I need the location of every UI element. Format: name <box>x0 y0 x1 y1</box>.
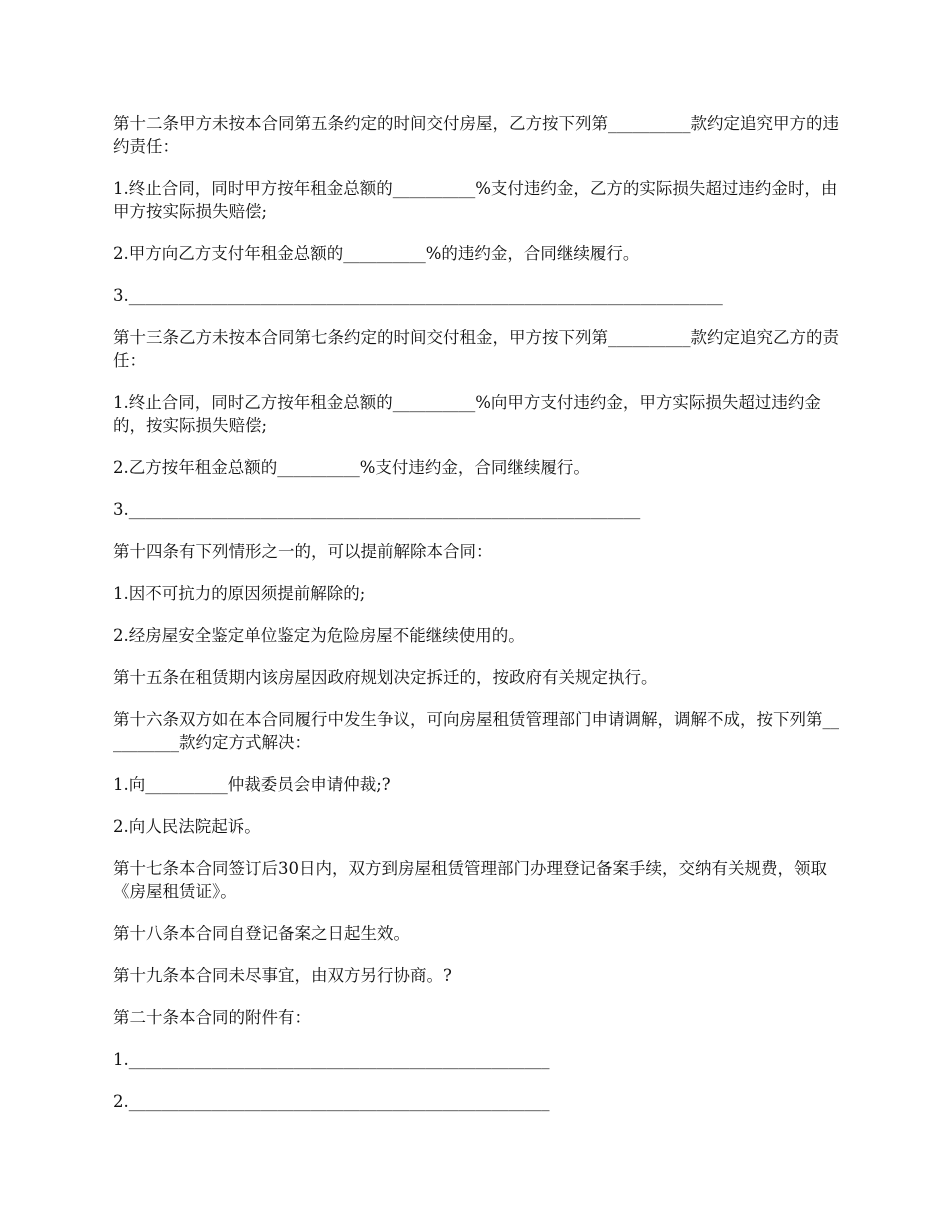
article-12-item-1: 1.终止合同，同时甲方按年租金总额的__________%支付违约金，乙方的实际损失超过违约金时，由甲方按实际损失赔偿; <box>113 179 838 221</box>
article-20-paragraph: 第二十条本合同的附件有： <box>113 1008 311 1027</box>
article-20-attachment-1-blank: 1.___________________________________________________ <box>113 1050 550 1069</box>
article-13-item-2: 2.乙方按年租金总额的__________%支付违约金，合同继续履行。 <box>113 458 590 477</box>
article-12-item-2: 2.甲方向乙方支付年租金总额的__________%的违约金，合同继续履行。 <box>113 244 640 263</box>
article-12-item-3-blank: 3.________________________________________________________________________ <box>113 286 723 305</box>
article-19-paragraph: 第十九条本合同未尽事宜，由双方另行协商。? <box>113 966 452 985</box>
article-18-paragraph: 第十八条本合同自登记备案之日起生效。 <box>113 924 410 943</box>
article-16-item-1: 1.向__________仲裁委员会申请仲裁;? <box>113 775 391 794</box>
article-14-paragraph: 第十四条有下列情形之一的，可以提前解除本合同： <box>113 542 493 561</box>
document-body <box>113 112 843 1132</box>
article-12-paragraph: 第十二条甲方未按本合同第五条约定的时间交付房屋，乙方按下列第__________款约定追究甲方的违约责任： <box>113 114 839 156</box>
article-17-paragraph: 第十七条本合同签订后30日内，双方到房屋租赁管理部门办理登记备案手续，交纳有关规费，领取《房屋租赁证》。 <box>113 859 827 901</box>
article-16-paragraph: 第十六条双方如在本合同履行中发生争议，可向房屋租赁管理部门申请调解，调解不成，按下列第__________款约定方式解决： <box>113 710 839 752</box>
article-13-item-3-blank: 3.______________________________________________________________ <box>113 500 641 519</box>
article-13-paragraph: 第十三条乙方未按本合同第七条约定的时间交付租金，甲方按下列第__________款约定追究乙方的责任： <box>113 328 839 370</box>
article-15-paragraph: 第十五条在租赁期内该房屋因政府规划决定拆迁的，按政府有关规定执行。 <box>113 668 658 687</box>
article-14-item-2: 2.经房屋安全鉴定单位鉴定为危险房屋不能继续使用的。 <box>113 626 525 645</box>
article-14-item-1: 1.因不可抗力的原因须提前解除的; <box>113 584 366 603</box>
article-16-item-2: 2.向人民法院起诉。 <box>113 817 261 836</box>
article-20-attachment-2-blank: 2.___________________________________________________ <box>113 1092 550 1111</box>
article-13-item-1: 1.终止合同，同时乙方按年租金总额的__________%向甲方支付违约金，甲方实际损失超过违约金的，按实际损失赔偿; <box>113 393 821 435</box>
